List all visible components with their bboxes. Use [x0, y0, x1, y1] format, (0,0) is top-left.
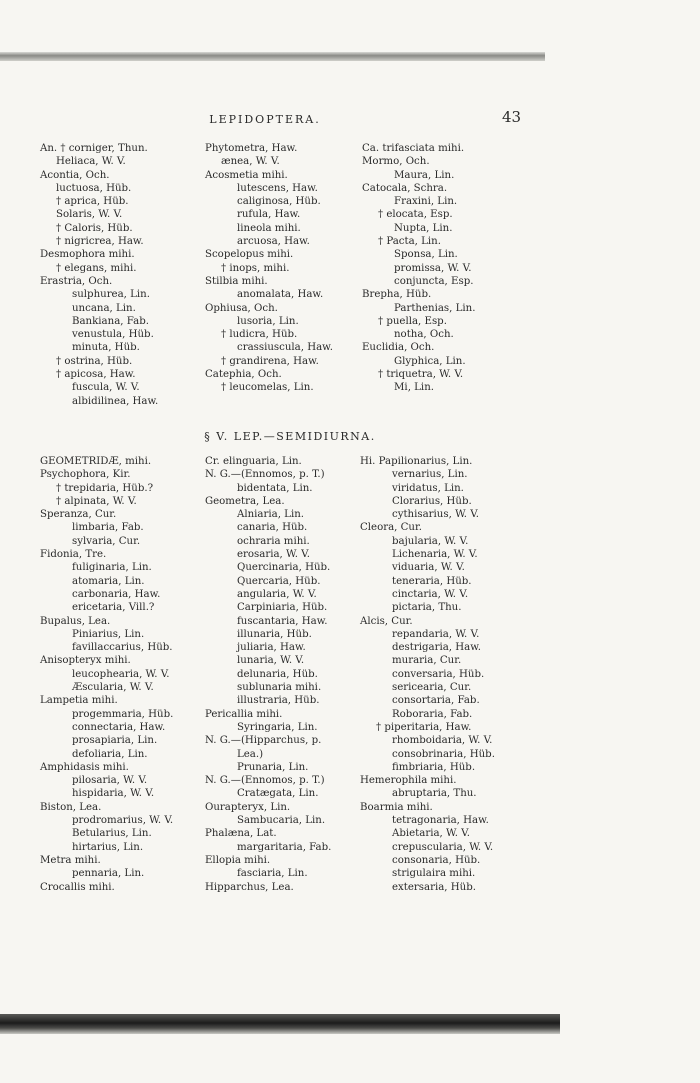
index-entry: † apicosa, Haw. — [56, 369, 136, 381]
index-entry: margaritaria, Fab. — [237, 841, 332, 853]
index-entry: Nupta, Lin. — [394, 222, 453, 234]
index-entry: progemmaria, Hüb. — [72, 708, 174, 720]
index-entry: Lea.) — [237, 748, 264, 760]
index-entry: Phalæna, Lat. — [205, 828, 277, 840]
index-entry: Sambucaria, Lin. — [237, 815, 326, 827]
index-entry: defoliaria, Lin. — [72, 748, 148, 760]
index-entry: delunaria, Hüb. — [237, 668, 318, 680]
index-entry: fuscantaria, Haw. — [237, 615, 328, 627]
index-entry: bidentata, Lin. — [237, 482, 313, 494]
index-entry: lutescens, Haw. — [237, 182, 318, 194]
index-entry: uncana, Lin. — [72, 302, 136, 314]
index-entry: teneraria, Hüb. — [392, 575, 472, 587]
upper-column-1 — [40, 142, 158, 408]
index-entry: conversaria, Hüb. — [392, 668, 485, 680]
index-entry: hispidaria, W. V. — [72, 788, 155, 800]
running-head: LEPIDOPTERA. — [209, 113, 321, 126]
index-entry: Syringaria, Lin. — [237, 721, 318, 733]
index-entry: rufula, Haw. — [237, 209, 301, 221]
upper-column-2 — [205, 142, 333, 395]
index-entry: canaria, Hüb. — [237, 522, 308, 534]
index-entry: fasciaria, Lin. — [237, 868, 308, 880]
index-entry: Scopelopus mihi. — [205, 249, 294, 261]
index-entry: Biston, Lea. — [40, 801, 102, 813]
index-entry: Heliaca, W. V. — [56, 156, 126, 168]
index-entry: pictaria, Thu. — [392, 602, 462, 614]
index-entry: promissa, W. V. — [394, 262, 472, 274]
index-entry: connectaria, Haw. — [72, 721, 166, 733]
index-entry: † ostrina, Hüb. — [56, 355, 133, 367]
bottom-scan-edge — [0, 1014, 560, 1034]
index-entry: Betularius, Lin. — [72, 828, 152, 840]
index-entry: N. G.—(Ennomos, p. T.) — [205, 775, 325, 787]
index-entry: Piniarius, Lin. — [72, 628, 145, 640]
index-entry: muraria, Cur. — [392, 655, 462, 667]
index-entry: Carpiniaria, Hüb. — [237, 602, 328, 614]
index-entry: consonaria, Hüb. — [392, 854, 481, 866]
lower-column-3 — [360, 455, 495, 894]
index-entry: † inops, mihi. — [221, 262, 290, 274]
index-entry: Geometra, Lea. — [205, 495, 285, 507]
index-entry: Lichenaria, W. V. — [392, 549, 478, 561]
index-entry: limbaria, Fab. — [72, 522, 144, 534]
index-entry: † trepidaria, Hüb.? — [56, 482, 154, 494]
index-entry: luctuosa, Hüb. — [56, 182, 132, 194]
index-entry: Psychophora, Kir. — [40, 469, 131, 481]
index-entry: Ophiusa, Och. — [205, 302, 278, 314]
index-entry: Erastria, Och. — [40, 275, 113, 287]
index-entry: minuta, Hüb. — [72, 342, 140, 354]
index-entry: Boarmia mihi. — [360, 801, 433, 813]
index-entry: sericearia, Cur. — [392, 682, 472, 694]
index-entry: arcuosa, Haw. — [237, 236, 310, 248]
index-entry: extersaria, Hüb. — [392, 881, 476, 893]
index-entry: bajularia, W. V. — [392, 535, 469, 547]
index-entry: juliaria, Haw. — [237, 642, 306, 654]
index-entry: favillaccarius, Hüb. — [72, 642, 173, 654]
index-entry: Catocala, Schra. — [362, 182, 448, 194]
index-entry: carbonaria, Haw. — [72, 588, 161, 600]
index-entry: Maura, Lin. — [394, 169, 455, 181]
index-entry: Parthenias, Lin. — [394, 302, 476, 314]
index-entry: sylvaria, Cur. — [72, 535, 141, 547]
index-entry: † nigricrea, Haw. — [56, 236, 144, 248]
index-entry: viduaria, W. V. — [392, 562, 465, 574]
index-entry: Amphidasis mihi. — [40, 761, 129, 773]
index-entry: ericetaria, Vill.? — [72, 602, 155, 614]
index-entry: sulphurea, Lin. — [72, 289, 150, 301]
index-entry: repandaria, W. V. — [392, 628, 480, 640]
index-entry: † piperitaria, Haw. — [376, 721, 472, 733]
index-entry: viridatus, Lin. — [392, 482, 464, 494]
index-entry: anomalata, Haw. — [237, 289, 324, 301]
index-entry: cythisarius, W. V. — [392, 509, 480, 521]
index-entry: illunaria, Hüb. — [237, 628, 312, 640]
index-entry: † alpinata, W. V. — [56, 495, 137, 507]
index-entry: Euclidia, Och. — [362, 342, 435, 354]
index-entry: Acontia, Och. — [40, 169, 110, 181]
index-entry: Cratægata, Lin. — [237, 788, 319, 800]
index-entry: strigulaira mihi. — [392, 868, 476, 880]
index-entry: ochraria mihi. — [237, 535, 310, 547]
index-entry: † ludicra, Hüb. — [221, 329, 298, 341]
index-entry: Sponsa, Lin. — [394, 249, 458, 261]
index-entry: consobrinaria, Hüb. — [392, 748, 495, 760]
index-entry: Solaris, W. V. — [56, 209, 123, 221]
index-entry: Hi. Papilionarius, Lin. — [360, 456, 473, 467]
index-entry: cinctaria, W. V. — [392, 588, 469, 600]
index-entry: GEOMETRIDÆ, mihi. — [40, 456, 152, 467]
index-entry: fuliginaria, Lin. — [72, 562, 152, 574]
index-entry: rhomboidaria, W. V. — [392, 735, 493, 747]
top-scan-edge — [0, 52, 545, 61]
index-entry: Abietaria, W. V. — [392, 828, 470, 840]
index-entry: N. G.—(Ennomos, p. T.) — [205, 469, 325, 481]
index-entry: Alcis, Cur. — [360, 615, 413, 627]
index-entry: Lampetia mihi. — [40, 695, 118, 707]
index-entry: Cleora, Cur. — [360, 522, 422, 534]
upper-column-3 — [362, 142, 475, 395]
index-entry: abruptaria, Thu. — [392, 788, 477, 800]
index-entry: Speranza, Cur. — [40, 509, 117, 521]
index-entry: fuscula, W. V. — [72, 382, 140, 394]
index-entry: † leucomelas, Lin. — [221, 382, 314, 394]
index-entry: Roboraria, Fab. — [392, 708, 473, 720]
index-entry: Stilbia mihi. — [205, 275, 268, 287]
index-entry: Clorarius, Hüb. — [392, 495, 472, 507]
index-entry: lusoria, Lin. — [237, 315, 299, 327]
index-entry: Æscularia, W. V. — [72, 682, 154, 694]
index-entry: Desmophora mihi. — [40, 249, 135, 261]
index-entry: † triquetra, W. V. — [378, 369, 464, 381]
index-entry: Ellopia mihi. — [205, 854, 271, 866]
index-entry: notha, Och. — [394, 329, 454, 341]
section-heading: § V. LEP.—SEMIDIURNA. — [204, 430, 376, 443]
index-entry: Hipparchus, Lea. — [205, 881, 294, 893]
index-entry: Catephia, Och. — [205, 369, 282, 381]
index-entry: Fraxini, Lin. — [394, 196, 458, 208]
index-entry: atomaria, Lin. — [72, 575, 145, 587]
index-entry: consortaria, Fab. — [392, 695, 480, 707]
index-entry: pilosaria, W. V. — [72, 775, 148, 787]
index-entry: prosapiaria, Lin. — [72, 735, 158, 747]
index-entry: erosaria, W. V. — [237, 549, 310, 561]
index-entry: vernarius, Lin. — [392, 469, 468, 481]
index-entry: N. G.—(Hipparchus, p. — [205, 735, 322, 747]
index-entry: tetragonaria, Haw. — [392, 815, 489, 827]
index-entry: Bupalus, Lea. — [40, 615, 111, 627]
index-entry: albidilinea, Haw. — [72, 395, 159, 407]
index-entry: venustula, Hüb. — [72, 329, 154, 341]
index-entry: Glyphica, Lin. — [394, 355, 466, 367]
index-entry: angularia, W. V. — [237, 588, 317, 600]
index-entry: sublunaria mihi. — [237, 682, 322, 694]
index-entry: destrigaria, Haw. — [392, 642, 481, 654]
index-entry: lineola mihi. — [237, 222, 301, 234]
index-entry: An. † corniger, Thun. — [40, 143, 148, 154]
index-entry: Quercaria, Hüb. — [237, 575, 321, 587]
index-entry: hirtarius, Lin. — [72, 841, 144, 853]
index-entry: conjuncta, Esp. — [394, 275, 474, 287]
index-entry: Cr. elinguaria, Lin. — [205, 456, 302, 467]
index-entry: † aprica, Hüb. — [56, 196, 129, 208]
page-number: 43 — [502, 108, 522, 126]
index-entry: Quercinaria, Hüb. — [237, 562, 331, 574]
lower-column-1 — [40, 455, 173, 894]
index-entry: Pericallia mihi. — [205, 708, 283, 720]
index-entry: † elocata, Esp. — [378, 209, 453, 221]
index-entry: † puella, Esp. — [378, 315, 447, 327]
index-entry: caliginosa, Hüb. — [237, 196, 321, 208]
lower-column-2 — [205, 455, 331, 894]
index-entry: ænea, W. V. — [221, 156, 280, 168]
index-entry: prodromarius, W. V. — [72, 815, 174, 827]
index-entry: crepuscularia, W. V. — [392, 841, 494, 853]
index-entry: † Pacta, Lin. — [378, 236, 441, 248]
index-entry: Bankiana, Fab. — [72, 315, 149, 327]
index-entry: leucophearia, W. V. — [72, 668, 170, 680]
index-entry: fimbriaria, Hüb. — [392, 761, 476, 773]
index-entry: Phytometra, Haw. — [205, 143, 298, 154]
index-entry: Hemerophila mihi. — [360, 775, 457, 787]
index-entry: Prunaria, Lin. — [237, 761, 309, 773]
index-entry: † Caloris, Hüb. — [56, 222, 133, 234]
index-entry: crassiuscula, Haw. — [237, 342, 333, 354]
index-entry: Mi, Lin. — [394, 382, 434, 394]
index-entry: Crocallis mihi. — [40, 881, 115, 893]
index-entry: † grandirena, Haw. — [221, 355, 319, 367]
index-entry: Mormo, Och. — [362, 156, 430, 168]
index-entry: Alniaria, Lin. — [237, 509, 305, 521]
index-entry: Ca. trifasciata mihi. — [362, 143, 465, 154]
index-entry: lunaria, W. V. — [237, 655, 305, 667]
index-entry: Fidonia, Tre. — [40, 549, 107, 561]
index-entry: illustraria, Hüb. — [237, 695, 320, 707]
index-entry: † elegans, mihi. — [56, 262, 137, 274]
index-entry: Brepha, Hüb. — [362, 289, 432, 301]
index-entry: Anisopteryx mihi. — [40, 655, 131, 667]
index-entry: Acosmetia mihi. — [205, 169, 288, 181]
index-entry: Metra mihi. — [40, 854, 101, 866]
index-entry: Ourapteryx, Lin. — [205, 801, 291, 813]
index-entry: pennaria, Lin. — [72, 868, 145, 880]
